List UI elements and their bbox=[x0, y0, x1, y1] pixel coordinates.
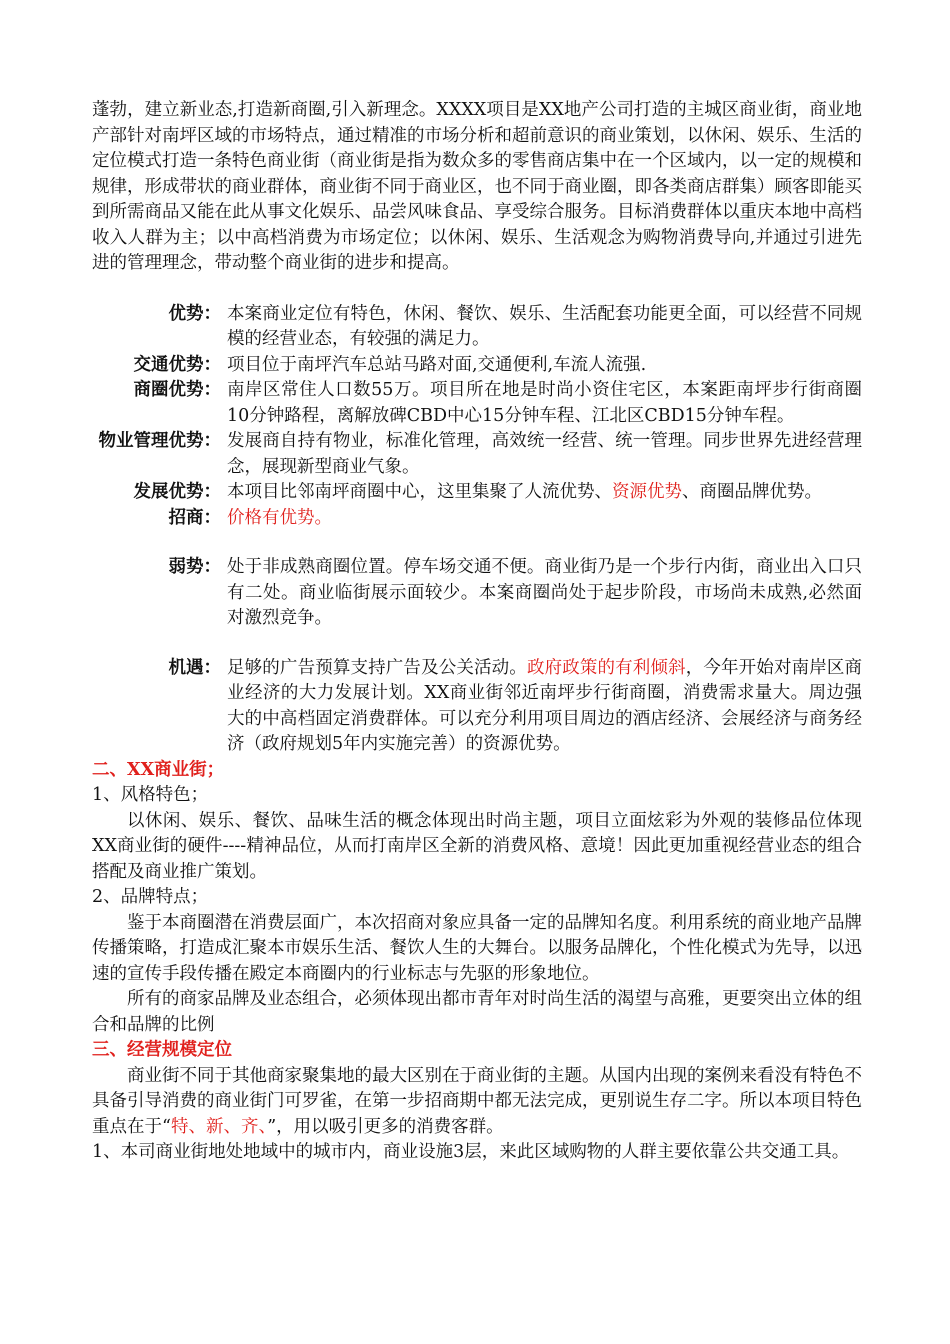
swot-traffic bbox=[92, 353, 862, 379]
development-text-part2: 、商圈品牌优势。 bbox=[682, 482, 822, 502]
opportunity-label: 机遇： bbox=[168, 657, 221, 678]
business-circle-label: 商圈优势： bbox=[133, 380, 221, 400]
weakness-text: 处于非成熟商圈位置。停车场交通不便。商业街乃是一个步行内街，商业出入口只有二处。商业临街展示面较少。本案商圈尚处于起步阶段，市场尚未成熟,必然面对激烈竞争。 bbox=[227, 557, 862, 628]
section2-sub2: 2、品牌特点； bbox=[92, 887, 209, 907]
section2-sub1: 1、风格特色； bbox=[92, 785, 209, 805]
swot-business-circle bbox=[92, 378, 862, 429]
development-text bbox=[221, 480, 862, 506]
swot-property-management bbox=[92, 429, 862, 480]
section3-para1-highlight: 特、新、齐、 bbox=[170, 1116, 268, 1137]
document-page bbox=[92, 98, 862, 1166]
spacer bbox=[92, 632, 862, 656]
opportunity-text-part1: 足够的广告预算支持广告及公关活动。 bbox=[227, 657, 527, 678]
section3-para1-part1: 商业街不同于其他商家聚集地的最大区别在于商业街的主题。从国内出现的案例来看没有特色不具备引导消费的商业街门可罗雀，在第一步招商期中都无法完成，更别说生存二字。所以本项目特色重点在于“ bbox=[92, 1065, 862, 1137]
section3-para1-part2: ”，用以吸引更多的消费客群。 bbox=[267, 1116, 504, 1137]
development-text-highlight: 资源优势 bbox=[612, 482, 682, 502]
swot-advantage bbox=[92, 302, 862, 353]
development-text-part1: 本项目比邻南坪商圈中心，这里集聚了人流优势、 bbox=[227, 482, 612, 502]
swot-investment bbox=[92, 506, 862, 532]
swot-opportunity bbox=[92, 656, 862, 758]
opportunity-text-highlight: 政府政策的有利倾斜 bbox=[526, 657, 686, 678]
property-management-text: 发展商自持有物业，标准化管理，高效统一经营、统一管理。同步世界先进经营理念，展现新型商业气象。 bbox=[227, 431, 862, 477]
section3-para1 bbox=[92, 1064, 862, 1141]
section3-item1: 1、本司商业街地处地域中的城市内，商业设施3层，来此区域购物的人群主要依靠公共交通工具。 bbox=[92, 1142, 850, 1162]
business-circle-text: 南岸区常住人口数55万。项目所在地是时尚小资住宅区，本案距南坪步行街商圈10分钟路程，离解放碑CBD中心15分钟车程、江北区CBD15分钟车程。 bbox=[227, 380, 862, 426]
section2-heading: 二、XX商业街； bbox=[92, 759, 225, 780]
spacer bbox=[92, 531, 862, 555]
advantage-text: 本案商业定位有特色，休闲、餐饮、娱乐、生活配套功能更全面，可以经营不同规模的经营业态，有较强的满足力。 bbox=[227, 303, 862, 349]
opportunity-text bbox=[221, 656, 862, 758]
advantage-label: 优势： bbox=[168, 303, 221, 324]
investment-label: 招商： bbox=[168, 507, 221, 528]
traffic-text: 项目位于南坪汽车总站马路对面,交通便利,车流人流强. bbox=[227, 354, 647, 375]
section2-para3: 所有的商家品牌及业态组合，必须体现出都市青年对时尚生活的渴望与高雅，更要突出立体的组合和品牌的比例 bbox=[92, 989, 862, 1035]
development-label: 发展优势： bbox=[133, 482, 221, 502]
section3-heading: 三、经营规模定位 bbox=[92, 1040, 232, 1060]
traffic-label: 交通优势： bbox=[133, 354, 221, 375]
intro-paragraph: 蓬勃，建立新业态,打造新商圈,引入新理念。XXXX项目是XX地产公司打造的主城区商业街，商业地产部针对南坪区域的市场特点，通过精准的市场分析和超前意识的商业策划，以休闲、娱乐、生活的定位模式打造一条特色商业街（商业街是指为数众多的零售商店集中在一个区域内，以一定的规模和规律，形成带状的商业群体，商业街不同于商业区，也不同于商业圈，即各类商店群集）顾客即能买到所需商品又能在此从事文化娱乐、品尝风味食品、享受综合服务。目标消费群体以重庆本地中高档收入人群为主；以中高档消费为市场定位；以休闲、娱乐、生活观念为购物消费导向,并通过引进先进的管理理念，带动整个商业街的进步和提高。 bbox=[92, 100, 862, 273]
investment-text: 价格有优势。 bbox=[227, 507, 332, 528]
weakness-label: 弱势： bbox=[168, 557, 221, 577]
swot-development bbox=[92, 480, 862, 506]
section2-para1: 以休闲、娱乐、餐饮、品味生活的概念体现出时尚主题，项目立面炫彩为外观的装修品位体现XX商业街的硬件----精神品位，从而打南岸区全新的消费风格、意境！因此更加重视经营业态的组合搭配及商业推广策划。 bbox=[92, 810, 862, 882]
opportunity-text-part2: ，今年开始对南岸区商业经济的大力发展计划。XX商业街邻近南坪步行街商圈，消费需求量大。周边强大的中高档固定消费群体。可以充分利用项目周边的酒店经济、会展经济与商务经济（政府规划5年内实施完善）的资源优势。 bbox=[227, 657, 863, 754]
swot-weakness bbox=[92, 555, 862, 632]
property-management-label: 物业管理优势： bbox=[98, 431, 221, 451]
section2-para2: 鉴于本商圈潜在消费层面广，本次招商对象应具备一定的品牌知名度。利用系统的商业地产品牌传播策略，打造成汇聚本市娱乐生活、餐饮人生的大舞台。以服务品牌化，个性化模式为先导，以迅速的宣传手段传播在殿定本商圈内的行业标志与先驱的形象地位。 bbox=[92, 912, 862, 984]
